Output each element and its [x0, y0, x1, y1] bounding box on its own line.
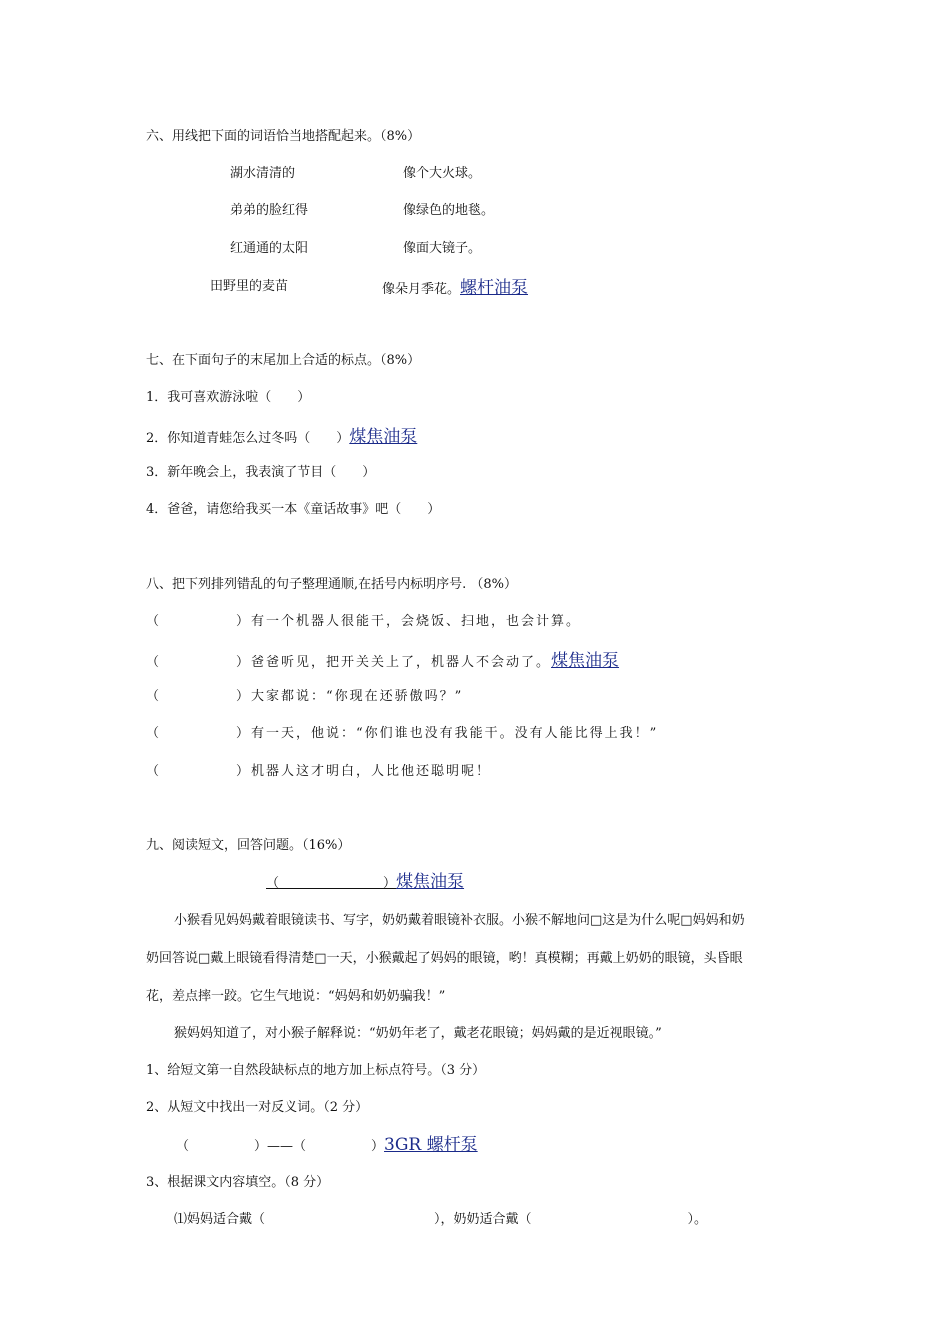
question-3-1: ⑴妈妈适合戴（ ），奶奶适合戴（ ）。 [174, 1212, 708, 1227]
ad-link-1[interactable]: 螺杆油泵 [460, 278, 529, 298]
ad-link-4[interactable]: 煤焦油泵 [396, 872, 465, 892]
match-right-4-text: 像朵月季花。 [382, 282, 461, 297]
section-7-title: 七、在下面句子的末尾加上合适的标点。（8%） [146, 353, 421, 368]
order-item-5 [146, 763, 491, 781]
reading-paragraph-2: 猴妈妈知道了，对小猴子解释说：“奶奶年老了，戴老花眼镜；妈妈戴的是近视眼镜。” [174, 1026, 662, 1041]
order-text-1: 有一个机器人很能干，会烧饭、扫地，也会计算。 [251, 614, 582, 629]
order-item-2 [146, 651, 619, 672]
order-item-4 [146, 725, 658, 743]
match-right-3: 像面大镜子。 [403, 241, 482, 256]
order-bracket-3: （ ） [146, 689, 252, 704]
match-right-1: 像个大火球。 [403, 166, 482, 181]
question-3: 3、根据课文内容填空。（8 分） [146, 1175, 330, 1190]
antonym-blanks [176, 1135, 478, 1156]
match-right-2: 像绿色的地毯。 [403, 203, 495, 218]
order-text-2: 爸爸听见，把开关关上了，机器人不会动了。 [251, 655, 552, 670]
order-bracket-1: （ ） [146, 614, 252, 629]
antonym-blank-text: （ ）——（ ） [176, 1139, 385, 1154]
order-bracket-2: （ ） [146, 655, 252, 670]
match-left-3: 红通通的太阳 [230, 241, 309, 256]
punct-item-2 [146, 427, 417, 448]
ad-link-3[interactable]: 煤焦油泵 [551, 651, 620, 671]
order-item-3 [146, 688, 463, 706]
question-1: 1、给短文第一自然段缺标点的地方加上标点符号。（3 分） [146, 1063, 486, 1078]
order-text-3: 大家都说：“你现在还骄傲吗？” [251, 689, 464, 704]
reading-paragraph-1a: 小猴看见妈妈戴着眼镜读书、写字，奶奶戴着眼镜补衣服。小猴不解地问□这是为什么呢□妈妈和奶 [174, 913, 745, 928]
match-left-4: 田野里的麦苗 [210, 279, 289, 294]
reading-paragraph-1b: 奶回答说□戴上眼镜看得清楚□一天，小猴戴起了妈妈的眼镜，哟！真模糊；再戴上奶奶的眼镜，头昏眼 [146, 951, 743, 966]
punct-item-1: 1．我可喜欢游泳啦（ ） [146, 390, 311, 405]
punct-item-2-text: 2．你知道青蛙怎么过冬吗（ ） [146, 431, 350, 446]
punct-item-3: 3．新年晚会上，我表演了节目（ ） [146, 465, 376, 480]
question-2: 2、从短文中找出一对反义词。（2 分） [146, 1100, 369, 1115]
reading-paragraph-1c: 花，差点摔一跤。它生气地说：“妈妈和奶奶骗我！” [146, 989, 446, 1004]
order-item-1 [146, 613, 581, 631]
section-8-title: 八、把下列排列错乱的句子整理通顺,在括号内标明序号. （8%） [146, 577, 518, 592]
order-text-5: 机器人这才明白，人比他还聪明呢！ [251, 764, 492, 779]
punct-item-4: 4．爸爸，请您给我买一本《童话故事》吧（ ） [146, 502, 441, 517]
order-bracket-4: （ ） [146, 726, 252, 741]
section-9-title: 九、阅读短文，回答问题。（16%） [146, 838, 351, 853]
ad-link-5[interactable]: 3GR 螺杆泵 [384, 1135, 478, 1155]
order-bracket-5: （ ） [146, 764, 252, 779]
match-right-4 [382, 278, 528, 299]
match-left-2: 弟弟的脸红得 [230, 203, 309, 218]
ad-link-2[interactable]: 煤焦油泵 [349, 427, 418, 447]
section-6-title: 六、用线把下面的词语恰当地搭配起来。（8%） [146, 129, 421, 144]
reading-title-brackets: （ ） [266, 876, 397, 891]
match-left-1: 湖水清清的 [230, 166, 296, 181]
order-text-4: 有一天，他说：“你们谁也没有我能干。没有人能比得上我！” [251, 726, 659, 741]
reading-title-blank [266, 872, 464, 893]
